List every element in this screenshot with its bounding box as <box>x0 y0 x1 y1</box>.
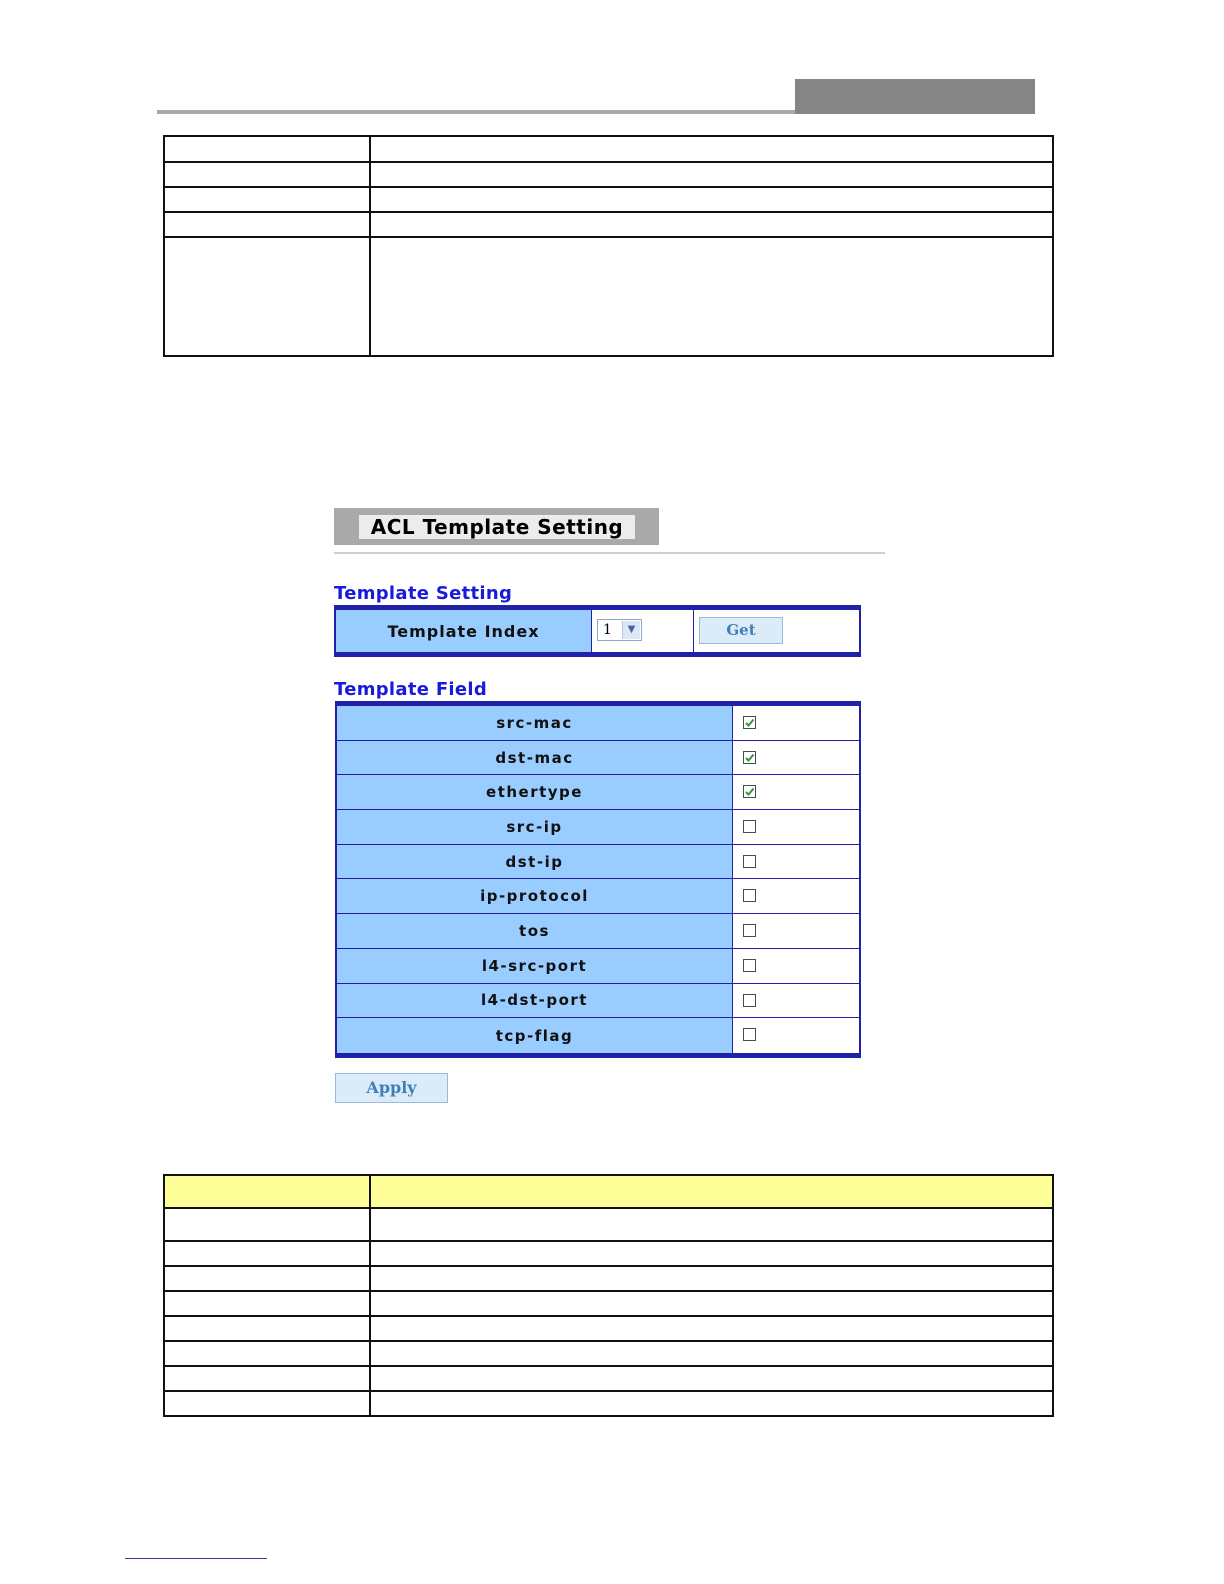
src-mac-checkbox[interactable] <box>743 716 756 729</box>
check-icon <box>744 717 755 728</box>
get-button[interactable]: Get <box>699 617 783 644</box>
field-row-src-ip <box>337 810 859 845</box>
table-cell <box>370 1291 1053 1316</box>
field-label: src-ip <box>337 810 733 844</box>
field-row-dst-mac <box>337 741 859 776</box>
template-index-select[interactable] <box>597 619 642 641</box>
table-row <box>164 1341 1053 1366</box>
table-cell <box>370 1366 1053 1391</box>
field-check-cell <box>733 810 859 844</box>
field-label: tos <box>337 914 733 948</box>
table-cell <box>164 1241 370 1266</box>
table-header-cell <box>370 1175 1053 1208</box>
header-rule <box>157 110 797 114</box>
table-cell <box>164 1341 370 1366</box>
table-row <box>164 1316 1053 1341</box>
template-field-label: Template Field <box>334 679 488 700</box>
l4-dst-port-checkbox[interactable] <box>743 994 756 1007</box>
field-row-tos <box>337 914 859 949</box>
table-cell <box>164 136 370 162</box>
table-cell <box>164 1208 370 1241</box>
table-cell <box>370 212 1053 237</box>
table-header-row <box>164 1175 1053 1208</box>
get-button-cell <box>694 610 859 652</box>
description-table-top <box>163 135 1054 357</box>
field-check-cell <box>733 845 859 879</box>
table-row <box>164 1366 1053 1391</box>
field-label: ip-protocol <box>337 879 733 913</box>
panel-title-bar <box>334 508 659 545</box>
footer-link-underline <box>125 1558 267 1559</box>
dst-ip-checkbox[interactable] <box>743 855 756 868</box>
table-cell <box>164 1316 370 1341</box>
header-block <box>795 79 1035 114</box>
apply-button[interactable]: Apply <box>335 1073 448 1103</box>
tcp-flag-checkbox[interactable] <box>743 1028 756 1041</box>
table-cell <box>164 162 370 187</box>
field-label: src-mac <box>337 706 733 740</box>
field-label: ethertype <box>337 775 733 809</box>
table-row <box>164 212 1053 237</box>
table-cell <box>370 1241 1053 1266</box>
table-cell <box>164 237 370 356</box>
template-index-cell <box>592 610 694 652</box>
table-row <box>164 1391 1053 1416</box>
src-ip-checkbox[interactable] <box>743 820 756 833</box>
ethertype-checkbox[interactable] <box>743 785 756 798</box>
table-row <box>164 162 1053 187</box>
field-label: tcp-flag <box>337 1018 733 1053</box>
tos-checkbox[interactable] <box>743 924 756 937</box>
l4-src-port-checkbox[interactable] <box>743 959 756 972</box>
template-setting-label: Template Setting <box>334 583 513 604</box>
description-table-bottom <box>163 1174 1054 1417</box>
check-icon <box>744 786 755 797</box>
field-label: l4-dst-port <box>337 984 733 1018</box>
field-check-cell <box>733 741 859 775</box>
table-cell <box>164 187 370 212</box>
table-row <box>164 187 1053 212</box>
field-label: dst-mac <box>337 741 733 775</box>
field-check-cell <box>733 914 859 948</box>
field-row-ip-protocol <box>337 879 859 914</box>
field-check-cell <box>733 706 859 740</box>
field-row-src-mac <box>337 706 859 741</box>
table-cell <box>370 1316 1053 1341</box>
table-cell <box>370 1208 1053 1241</box>
field-row-tcp-flag <box>337 1018 859 1053</box>
table-row <box>164 1241 1053 1266</box>
table-cell <box>370 136 1053 162</box>
field-check-cell <box>733 984 859 1018</box>
table-row <box>164 237 1053 356</box>
field-label: l4-src-port <box>337 949 733 983</box>
table-cell <box>164 212 370 237</box>
table-header-cell <box>164 1175 370 1208</box>
page-title: ACL Template Setting <box>359 515 635 539</box>
table-cell <box>164 1291 370 1316</box>
template-setting-table <box>334 605 861 657</box>
field-row-ethertype <box>337 775 859 810</box>
table-row <box>164 1208 1053 1241</box>
field-check-cell <box>733 1018 859 1053</box>
field-row-l4-dst-port <box>337 984 859 1019</box>
table-cell <box>164 1366 370 1391</box>
field-check-cell <box>733 879 859 913</box>
field-check-cell <box>733 775 859 809</box>
field-check-cell <box>733 949 859 983</box>
table-row <box>164 136 1053 162</box>
table-row <box>164 1291 1053 1316</box>
table-cell <box>370 1341 1053 1366</box>
field-row-dst-ip <box>337 845 859 880</box>
field-label: dst-ip <box>337 845 733 879</box>
table-cell <box>164 1391 370 1416</box>
table-cell <box>164 1266 370 1291</box>
field-row-l4-src-port <box>337 949 859 984</box>
table-cell <box>370 1266 1053 1291</box>
ip-protocol-checkbox[interactable] <box>743 889 756 902</box>
dst-mac-checkbox[interactable] <box>743 751 756 764</box>
table-cell <box>370 237 1053 356</box>
table-row <box>164 1266 1053 1291</box>
table-cell <box>370 187 1053 212</box>
template-field-table <box>335 701 861 1058</box>
table-cell <box>370 1391 1053 1416</box>
chevron-down-icon[interactable]: ▼ <box>622 621 640 639</box>
check-icon <box>744 752 755 763</box>
template-index-label: Template Index <box>336 610 592 652</box>
template-index-value: 1 <box>603 622 612 638</box>
panel-divider <box>334 552 885 554</box>
table-cell <box>370 162 1053 187</box>
